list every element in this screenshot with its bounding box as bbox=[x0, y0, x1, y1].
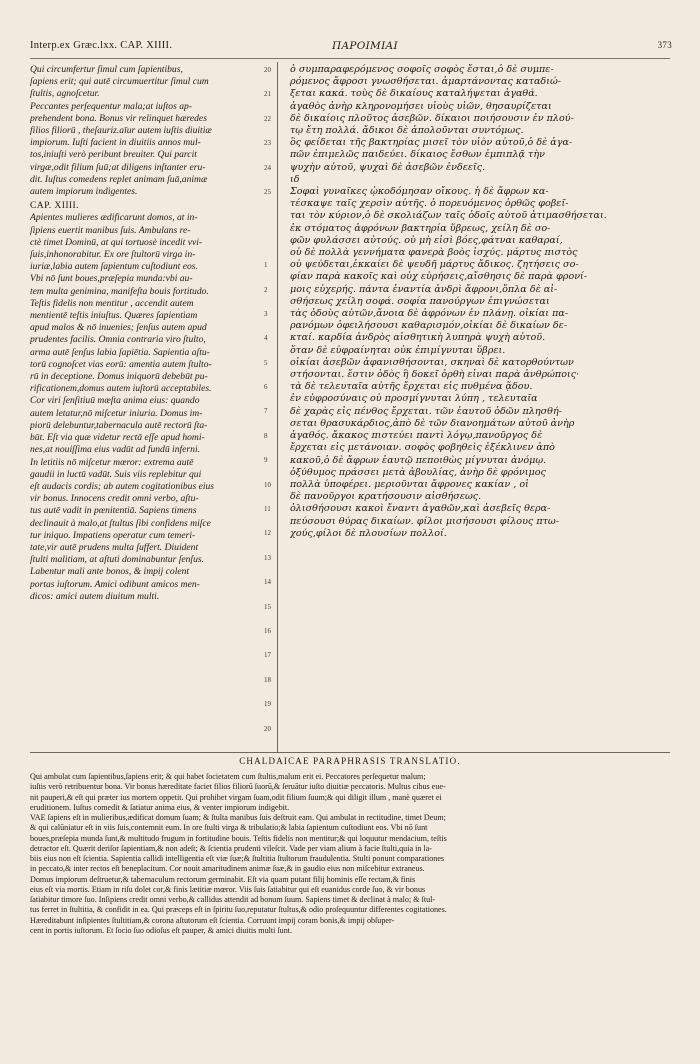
greek-text-line: ὅταν δὲ εὐφραίνηται οὐκ ἐπιμίγνυται ὕβρει. bbox=[290, 344, 506, 356]
greek-text-line: ὃς φείδεται τῆς βακτηρίας μισεῖ τὸν υἱὸν αὐτοῦ,ὁ δὲ ἀγα- bbox=[290, 137, 573, 149]
page-number: 373 bbox=[657, 40, 672, 50]
latin-text-line: mentientē teſtis iniuſtus. Quæres ſapientiam bbox=[30, 310, 198, 322]
greek-text-line: τῳ ἔτη πολλά. ἄδικοι δὲ ἀπολοῦνται συντόμως. bbox=[290, 125, 524, 137]
latin-text-line: dit. Iuſtus comedens replet animam ſuā,animæ bbox=[30, 173, 208, 185]
chaldaic-text bbox=[30, 772, 670, 936]
chaldaic-text-line: eius eſt via mortis. Etiam in riſu dolet cor,& finis lætitiæ mœror. Viis ſuis ſatiabitur qui eſt euanidus corde ſuo, & vir bonus bbox=[30, 884, 426, 894]
greek-text-line: οὗ δὲ πολλὰ γεννήματα φανερὰ βοὸς ἰσχύς. μάρτυς πιστὸς bbox=[290, 247, 578, 259]
verse-number: 24 bbox=[264, 163, 271, 172]
latin-text-line: tur iniquo. Impatiens operatur cum temeri- bbox=[30, 529, 196, 541]
greek-text-line: ἐκ στόματος ἀφρόνων βακτηρία ὕβρεως, χείλη δὲ σο- bbox=[290, 222, 551, 234]
latin-text-line: tos,iniuſti verò peribunt breuiter. Qui parcit bbox=[30, 149, 197, 161]
latin-text-line: portas iuſtorum. Amici odibunt amicos men- bbox=[30, 578, 200, 590]
greek-text-line: Σοφαὶ γυναῖκες ᾠκοδόμησαν οἴκους. ἡ δὲ ἄφρων κα- bbox=[290, 186, 549, 198]
verse-number: 9 bbox=[264, 456, 268, 465]
header-rule bbox=[30, 58, 670, 59]
greek-text-line: ται τὸν κύριον,ὁ δὲ σκολιάζων ταῖς ὁδοῖς αὐτοῦ ἀτιμασθήσεται. bbox=[290, 210, 607, 222]
chaldaic-text-line: biis eius non eſt ſcientia. Sapientia callidi intelligentia eſt viæ ſuæ;& ſtultitia ſtultorum fraudulentia. Stulti ponunt comparationes bbox=[30, 854, 445, 863]
greek-column bbox=[290, 64, 676, 540]
greek-text-line: ρανόμων ὀφειλήσουσι καθαρισμόν,οἰκίαι δὲ δικαίων δε- bbox=[290, 320, 568, 332]
chaldaic-text-line: tus ferret in ſtultitia, & confidit in ea. Qui præceps eſt in ſpiritu ſuo,reputatur ſtultus,& odio proſequuntur differentes cogitationes. bbox=[30, 905, 447, 915]
latin-text-line: ctè timet Dominū, at qui tortuosè incedit vvi- bbox=[30, 236, 203, 248]
latin-text-line: impiorum. Iuſti facient in diuitiis annos mul- bbox=[30, 137, 201, 149]
chaldaic-text-line: Hæreditabunt inſipientes ſtultitiam,& corona aſtutorum eſt ſcientia. Corruunt impij coram bonis,& impij obſuper- bbox=[30, 915, 395, 925]
chaldaic-title: CHALDAICAE PARAPHRASIS TRANSLATIO. bbox=[239, 756, 461, 766]
latin-column bbox=[30, 64, 262, 603]
greek-text-line: οὐ ψεύδεται,ἐκκαίει δὲ ψευδῆ μάρτυς ἄδικος. ζητήσεις σο- bbox=[290, 259, 579, 271]
latin-text-line: iuriæ,labia autem ſapientum cuſtodiunt eos. bbox=[30, 261, 198, 273]
latin-text-line: tem multa genimina, manifeſta bouis fortitudo. bbox=[30, 285, 209, 297]
latin-text-line: rū in deceptione. Domus iniquorū debebūt pu- bbox=[30, 371, 208, 383]
latin-text-line: Teſtis fidelis non mentitur , accendit autem bbox=[30, 297, 194, 309]
latin-text-line: piorū delebuntur,tabernacula autē rectorū ſta- bbox=[30, 419, 208, 431]
greek-text-line: στήσονται. ἔστιν ὁδὸς ἣ δοκεῖ ὀρθὴ εἶναι παρὰ ἀνθρώποις· bbox=[290, 369, 580, 381]
verse-number: 15 bbox=[264, 602, 271, 611]
greek-text-line: πεύσουσι θύρας δικαίων. φίλοι μισήσουσι φίλους πτω- bbox=[290, 515, 559, 527]
chaldaic-text-line: in peccato,& inter rectos eſt beneplacitum. Cor nouit amaritudinem animæ ſuæ,& in gaudio eius non miſcebitur extraneus. bbox=[30, 864, 425, 874]
greek-text-line: μοις εὐχερής. πάντα ἐναντία ἀνδρὶ ἄφρονι,ὅπλα δὲ αἰ- bbox=[290, 283, 558, 295]
verse-number: 20 bbox=[264, 66, 271, 74]
latin-text-line: vir bonus. Innocens credit omni verbo, aſtu- bbox=[30, 493, 199, 505]
latin-text-line: ſipiens euertit manibus ſuis. Ambulans re- bbox=[30, 224, 191, 236]
greek-text-line: ὀλισθήσουσι κακοὶ ἔναντι ἀγαθῶν,καὶ ἀσεβεῖς θερα- bbox=[290, 503, 551, 515]
latin-text-line: arma autē ſenſus labia ſapiētia. Sapientia aſtu- bbox=[30, 346, 210, 358]
verse-number: 8 bbox=[264, 431, 268, 440]
chaldaic-text-line: iuſtis verò retribuentur bona. Vir bonus hæreditate faciet filios filiorū ſuorū,& ſeruātur iuſto diuitiæ peccatoris. Multus cibus eue- bbox=[30, 782, 446, 792]
chaldaic-rule bbox=[30, 752, 670, 753]
latin-text-line: tate,vir autē prudens multa ſuffert. Diuident bbox=[30, 541, 199, 553]
verse-number: 5 bbox=[264, 358, 268, 367]
greek-text-line: δὲ πανοῦργοι κρατήσουσιν αἰσθήσεως. bbox=[290, 491, 482, 503]
page-header bbox=[30, 40, 672, 58]
greek-text-line: πῶν ἐπιμελῶς παιδεύει. δίκαιος ἔσθων ἐμπιπλᾷ τὴν bbox=[290, 149, 545, 161]
chaldaic-text-line: Domus impiorum deſtruetur,& tabernaculum rectorum germinabit. Eſt via quam putant filij hominis eſſe rectam,& finis bbox=[30, 874, 416, 884]
greek-text-line: τέσκαψε ταῖς χερσὶν αὐτῆς. ὁ πορευόμενος ὀρθῶς φοβεῖ- bbox=[290, 198, 569, 210]
latin-text-line: ſapiens erit; qui autē circumuertitur ſimul cum bbox=[30, 76, 209, 88]
latin-text-line: gaudii in luctū vadūt. Suis viis replebitur qui bbox=[30, 468, 202, 480]
latin-text-line: In letitiis nō miſcetur mœror: extrema autē bbox=[30, 456, 194, 468]
chaldaic-text-line: VAE ſapiens eſt in mulieribus,ædificat domum ſuam; & ſtulta manibus ſuis deſtruit eam. Qui ambulat in rectitudine, timet Deum; bbox=[30, 813, 446, 822]
verse-number: 12 bbox=[264, 529, 271, 538]
verse-number: 18 bbox=[264, 675, 271, 684]
latin-text-line: Vbi nō ſunt boues,præſepia munda:vbi au- bbox=[30, 273, 193, 285]
verse-number: 23 bbox=[264, 139, 271, 148]
latin-text-line: virgæ,odit filium ſuū;at diligens inſtanter eru- bbox=[30, 161, 206, 173]
verse-number: 4 bbox=[264, 334, 268, 343]
header-left: Interp.ex Græc.lxx. CAP. XIIII. bbox=[30, 40, 173, 51]
greek-text-line: ιδ bbox=[290, 173, 300, 185]
verse-number: 2 bbox=[264, 285, 268, 294]
chaldaic-text-line: ſatiabitur timore ſuo. Inſipiens credit omni verbo,& callidus attendit ad bonum ſuum. Sapiens timet & declinat à malo; & ſtul- bbox=[30, 895, 436, 904]
latin-text-line: autem letatur,nō miſcetur iniuria. Domus im- bbox=[30, 407, 203, 419]
greek-text-line: τὰς ὁδοὺς αὐτῶν,ἄνοια δὲ ἀφρόνων ἐν πλάνῃ. οἰκίαι πα- bbox=[290, 308, 569, 320]
verse-number bbox=[264, 210, 286, 234]
greek-text-line: ὁ συμπαραφερόμενος σοφοῖς σοφὸς ἔσται,ὁ δὲ συμπε- bbox=[290, 64, 554, 75]
verse-number: 3 bbox=[264, 309, 268, 318]
greek-text-line: ἐν εὐφροσύναις οὐ προσμίγνυται λύπη , τελευταῖα bbox=[290, 393, 538, 405]
verse-number: 11 bbox=[264, 505, 271, 514]
verse-number: 22 bbox=[264, 114, 271, 123]
greek-text-line: σεται θρασυκάρδιος,ἀπὸ δὲ τῶν διανοημάτων αὐτοῦ ἀνὴρ bbox=[290, 417, 575, 429]
verse-number: 16 bbox=[264, 626, 271, 635]
latin-text-line: ſtultis, agnoſcetur. bbox=[30, 88, 100, 100]
latin-text-line: ſuis,inhonorabitur. Ex ore ſtultorū virga in- bbox=[30, 249, 196, 261]
greek-text-line: ξεται κακά. τοὺς δὲ δικαίους καταλήψεται ἀγαθά. bbox=[290, 88, 538, 100]
greek-text-line: ἀγαθός. ἄκακος πιστεύει παντὶ λόγῳ,πανοῦργος δὲ bbox=[290, 430, 543, 442]
latin-text-line: filios filiorū , theſauriz.aīur autem iuſtis diuitiæ bbox=[30, 125, 212, 137]
greek-text-line: δὲ χαρὰς εἰς πένθος ἔρχεται. τῶν ἑαυτοῦ ὁδῶν πλησθή- bbox=[290, 405, 562, 417]
verse-number: 25 bbox=[264, 187, 271, 196]
chaldaic-text-line: detractor eſt. Quærit deriſor ſapientiam,& non adeſt; & ſcientia prudenti vileſcit. Vade per viam alium à facie ſtulti,quia in la- bbox=[30, 843, 432, 853]
column-rule bbox=[277, 62, 278, 752]
greek-text-line: ψυχὴν αὐτοῦ, ψυχαὶ δὲ ἀσεβῶν ἐνδεεῖς. bbox=[290, 161, 486, 173]
greek-text-line: φῶν φυλάσσει αὐτούς. οὗ μὴ εἰσὶ βόες,φάτναι καθαραί, bbox=[290, 234, 563, 246]
verse-number bbox=[264, 235, 286, 259]
chaldaic-text-line: cent in portis iuſtorum. Et ſocio ſuo odioſus eſt pauper, & amici diuitis multi ſunt. bbox=[30, 925, 293, 935]
greek-text-line: ρόμενος ἄφροσι γνωσθήσεται. ἁμαρτάνοντας καταδιώ- bbox=[290, 76, 562, 88]
greek-text-line: ἔρχεται εἰς μετάνοιαν. σοφὸς φοβηθεὶς ἐξέκλινεν ἀπὸ bbox=[290, 442, 555, 454]
greek-text-line: ἀγαθὸς ἀνὴρ κληρονομήσει υἱοὺς υἱῶν, θησαυρίζεται bbox=[290, 100, 552, 112]
verse-number: 20 bbox=[264, 724, 271, 733]
latin-text-line: Apientes mulieres ædificarunt domos, at in- bbox=[30, 212, 198, 224]
verse-numbers bbox=[264, 64, 286, 747]
latin-text-line: prudentes facilis. Omnia contraria viro ſtulto, bbox=[30, 334, 206, 346]
greek-text-line: πολλὰ ὑποφέρει. μεριοῦνται ἄφρονες κακίαν , οἱ bbox=[290, 478, 529, 490]
latin-text-line: tus autē vadit in pœnitentiā. Sapiens timens bbox=[30, 505, 197, 517]
verse-number: 7 bbox=[264, 407, 268, 416]
greek-text-line: τὰ δὲ τελευταῖα αὐτῆς ἔρχεται εἰς πυθμένα ᾅδου. bbox=[290, 381, 533, 393]
greek-text-line: δὲ δικαίοις πλοῦτος ἀσεβῶν. δίκαιοι ποιήσουσιν ἐν πλού- bbox=[290, 112, 574, 124]
chaldaic-text-line: Qui ambulat cum ſapientibus,ſapiens erit; & qui habet ſocietatem cum ſtultis,malum erit ei. Peccatores perſequetur malum; bbox=[30, 772, 426, 781]
latin-text-line: Labentur mali ante bonos, & impij colent bbox=[30, 566, 190, 578]
verse-number: 21 bbox=[264, 90, 271, 99]
latin-text-line: autem impiorum indigentes. bbox=[30, 186, 138, 198]
latin-chapter-heading: CAP. XIIII. bbox=[30, 200, 79, 212]
latin-text-line: Qui circumfertur ſimul cum ſapientibus, bbox=[30, 64, 183, 75]
verse-number: 6 bbox=[264, 383, 268, 392]
latin-text-line: dicos: amici autem diuitum multi. bbox=[30, 590, 160, 602]
latin-text-line: nes,at nouiſſima eius vadūt ad fundū inferni. bbox=[30, 444, 201, 456]
latin-text-line: prehendent bona. Bonus vir relinquet hæredes bbox=[30, 112, 207, 124]
greek-text-line: σθήσεως χείλη σοφά. σοφία πανούργων ἐπιγνώσεται bbox=[290, 295, 550, 307]
latin-text-line: torū cognoſcet vias eorū: amentia autem ſtulto- bbox=[30, 358, 212, 370]
greek-text-line: κταί. καρδία ἀνδρὸς αἰσθητικὴ λυπηρὰ ψυχὴ αὐτοῦ. bbox=[290, 332, 546, 344]
greek-text-line: φίαν παρὰ κακοῖς καὶ οὐχ εὑρήσεις,αἴσθησις δὲ παρὰ φρονί- bbox=[290, 271, 588, 283]
header-greek-title: ΠΑΡΟΙΜΙΑΙ bbox=[332, 40, 398, 52]
latin-text-line: rificationem,domus autem iuſtorū acceptabiles. bbox=[30, 383, 212, 395]
verse-number: 10 bbox=[264, 480, 271, 489]
latin-text-line: declinauit à malo,at ſtultus ſibi confidens miſce bbox=[30, 517, 211, 529]
latin-text-line: Peccantes perſequentur mala;at iuſtos ap- bbox=[30, 100, 192, 112]
verse-number: 19 bbox=[264, 700, 271, 709]
verse-number: 13 bbox=[264, 553, 271, 562]
latin-text-line: apud malos & nō inuenies; ſenſus autem apud bbox=[30, 322, 207, 334]
verse-number: 14 bbox=[264, 578, 271, 587]
chaldaic-text-line: boues,præſepia munda ſunt,& multitudo frugum in fortitudine bouis. Teſtis fidelis non mentitur;& qui loquutur mendacium, teſtis bbox=[30, 833, 447, 843]
verse-number: 1 bbox=[264, 261, 268, 270]
greek-text-line: κακοῦ,ὁ δὲ ἄφρων ἑαυτῷ πεποιθὼς μίγνυται ἀνόμῳ. bbox=[290, 454, 547, 466]
greek-text-line: οἰκίαι ἀσεβῶν ἀφανισθήσονται, σκηναὶ δὲ κατορθούντων bbox=[290, 356, 574, 368]
greek-text-line: χούς,φίλοι δὲ πλουσίων πολλοί. bbox=[290, 527, 447, 539]
greek-text-line: ὀξύθυμος πράσσει μετὰ ἀβουλίας, ἀνὴρ δὲ φρόνιμος bbox=[290, 466, 546, 478]
latin-text-line: Cor viri ſenſitiuū mœſta anima eius: quando bbox=[30, 395, 200, 407]
verse-number: 17 bbox=[264, 651, 271, 660]
chaldaic-text-line: & qui calūniatur eſt in viis ſuis,contemnit eum. In ore ſtulti virga & tribulatio;& labia ſapientum cuſtodiunt eos. Vbi nō ſunt bbox=[30, 823, 428, 833]
latin-text-line: būt. Eſt via quæ videtur rectā eſſe apud homi- bbox=[30, 432, 205, 444]
latin-text-line: ſtulti malitiam, at aſtuti dominabuntur ſenſus. bbox=[30, 554, 205, 566]
chaldaic-text-line: eruditionem. Iuſtus comedit & ſatiatur anima eius, & venter impiorum indigebit. bbox=[30, 802, 290, 812]
chaldaic-text-line: nit pauperi,& eſt qui præter ius mortem oppetit. Qui prohibet virgam ſuam,odit filium ſuum;& qui diligit illum , manè quæret ei bbox=[30, 792, 442, 802]
latin-text-line: eſt audacis cordis; ab autem cogitationibus eius bbox=[30, 480, 215, 492]
